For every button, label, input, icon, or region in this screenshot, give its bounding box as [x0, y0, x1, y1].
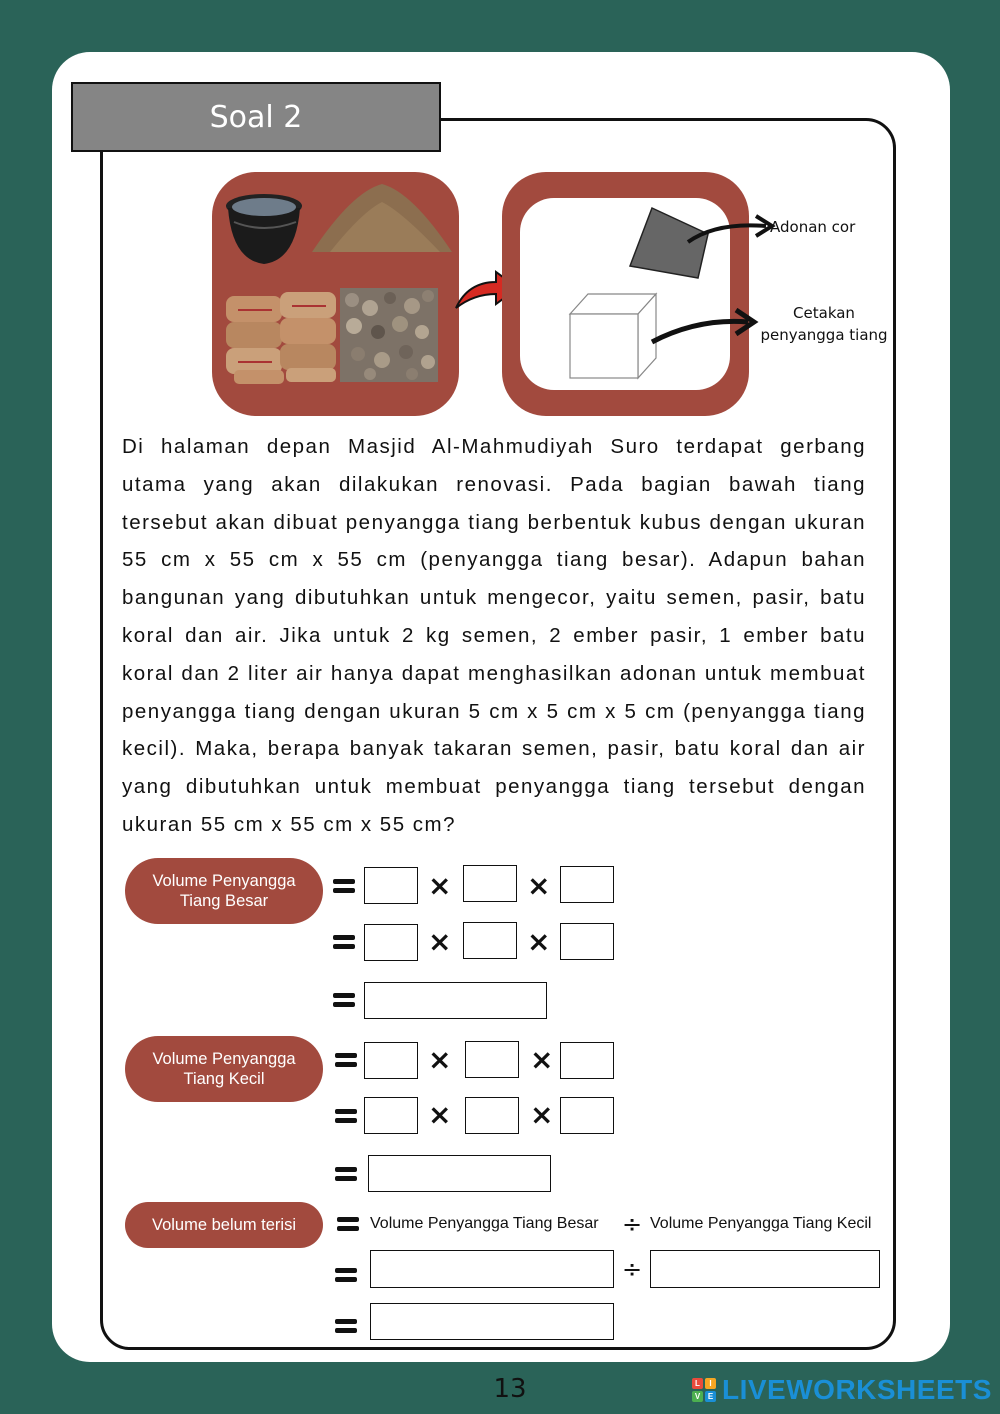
times-sign: × [428, 925, 452, 958]
label-cetakan-line2: penyangga tiang [760, 326, 888, 344]
belum-result-input[interactable] [370, 1303, 614, 1340]
formula-volume-kecil: Volume Penyangga Tiang Kecil [650, 1215, 872, 1232]
kecil-value-2-input[interactable] [465, 1097, 519, 1134]
cube-mold-icon [570, 294, 656, 378]
label-volume-kecil [125, 1036, 323, 1102]
equals-sign [335, 1109, 357, 1123]
kecil-result-input[interactable] [368, 1155, 551, 1192]
divide-sign: ÷ [622, 1210, 643, 1238]
gravel-image [340, 288, 438, 382]
label-volume-belum-terisi: Volume belum terisi [125, 1202, 323, 1248]
besar-result-input[interactable] [364, 982, 547, 1019]
problem-paragraph: Di halaman depan Masjid Al-Mahmudiyah Suro terdapat gerbang utama yang akan dilakukan renovasi. Pada bagian bawah tiang tersebut akan dibuat penyangga tiang berbentuk kubus dengan ukuran 55 cm x 55 cm x 55 cm (penyangga tiang besar). Adapun bahan bangunan yang dibutuhkan untuk mengecor, yaitu semen, pasir, batu koral dan air. Jika untuk 2 kg semen, 2 ember pasir, 1 ember batu koral dan 2 liter air hanya dapat menghasilkan adonan untuk membuat penyangga tiang dengan ukuran 5 cm x 5 cm x 5 cm (penyangga tiang kecil). Maka, berapa banyak takaran semen, pasir, batu koral dan air yang dibutuhkan untuk membuat penyangga tiang tersebut dengan ukuran 55 cm x 55 cm x 55 cm? [122, 435, 866, 836]
cement-bags-image [226, 292, 336, 384]
equals-sign [335, 1167, 357, 1181]
times-sign: × [428, 869, 452, 902]
label-adonan-cor: Adonan cor [770, 218, 856, 236]
times-sign: × [530, 1043, 554, 1076]
concrete-mix-icon [630, 208, 708, 278]
logo-letter-l: L [692, 1378, 703, 1389]
logo-letter-e: E [705, 1391, 716, 1402]
materials-illustration [212, 172, 459, 416]
liveworksheets-logo [692, 1374, 992, 1406]
times-sign: × [428, 1098, 452, 1131]
equals-sign [333, 993, 355, 1007]
formula-volume-besar: Volume Penyangga Tiang Besar [370, 1215, 599, 1232]
times-sign: × [527, 925, 551, 958]
logo-letter-i: I [705, 1378, 716, 1389]
kecil-side-3-input[interactable] [560, 1042, 614, 1079]
equals-sign [335, 1268, 357, 1282]
label-volume-kecil-line2: Tiang Kecil [183, 1070, 265, 1088]
belum-kecil-value-input[interactable] [650, 1250, 880, 1288]
label-cetakan-line1: Cetakan [793, 304, 855, 322]
label-cetakan [756, 302, 892, 346]
brand-name: LIVEWORKSHEETS [722, 1374, 992, 1405]
equals-sign [333, 935, 355, 949]
kecil-value-1-input[interactable] [364, 1097, 418, 1134]
times-sign: × [530, 1098, 554, 1131]
besar-side-2-input[interactable] [463, 865, 517, 902]
kecil-side-1-input[interactable] [364, 1042, 418, 1079]
kecil-side-2-input[interactable] [465, 1041, 519, 1078]
page-number: 13 [493, 1374, 527, 1404]
label-volume-besar-line1: Volume Penyangga [152, 872, 296, 890]
divide-sign: ÷ [622, 1255, 643, 1283]
equals-sign [333, 879, 355, 893]
belum-besar-value-input[interactable] [370, 1250, 614, 1288]
label-volume-besar-line2: Tiang Besar [179, 892, 269, 910]
mold-illustration [502, 172, 902, 416]
besar-value-2-input[interactable] [463, 922, 517, 959]
label-volume-besar [125, 858, 323, 924]
equals-sign [335, 1053, 357, 1067]
equals-sign [335, 1319, 357, 1333]
brand-logo-icon [692, 1378, 716, 1402]
besar-side-3-input[interactable] [560, 866, 614, 903]
besar-side-1-input[interactable] [364, 867, 418, 904]
times-sign: × [428, 1043, 452, 1076]
page-title: Soal 2 [71, 82, 441, 152]
logo-letter-v: V [692, 1391, 703, 1402]
times-sign: × [527, 869, 551, 902]
kecil-value-3-input[interactable] [560, 1097, 614, 1134]
sand-pile-image [312, 184, 452, 252]
equals-sign [337, 1217, 359, 1231]
water-bucket-image [226, 194, 302, 264]
label-volume-kecil-line1: Volume Penyangga [152, 1050, 296, 1068]
besar-value-1-input[interactable] [364, 924, 418, 961]
besar-value-3-input[interactable] [560, 923, 614, 960]
